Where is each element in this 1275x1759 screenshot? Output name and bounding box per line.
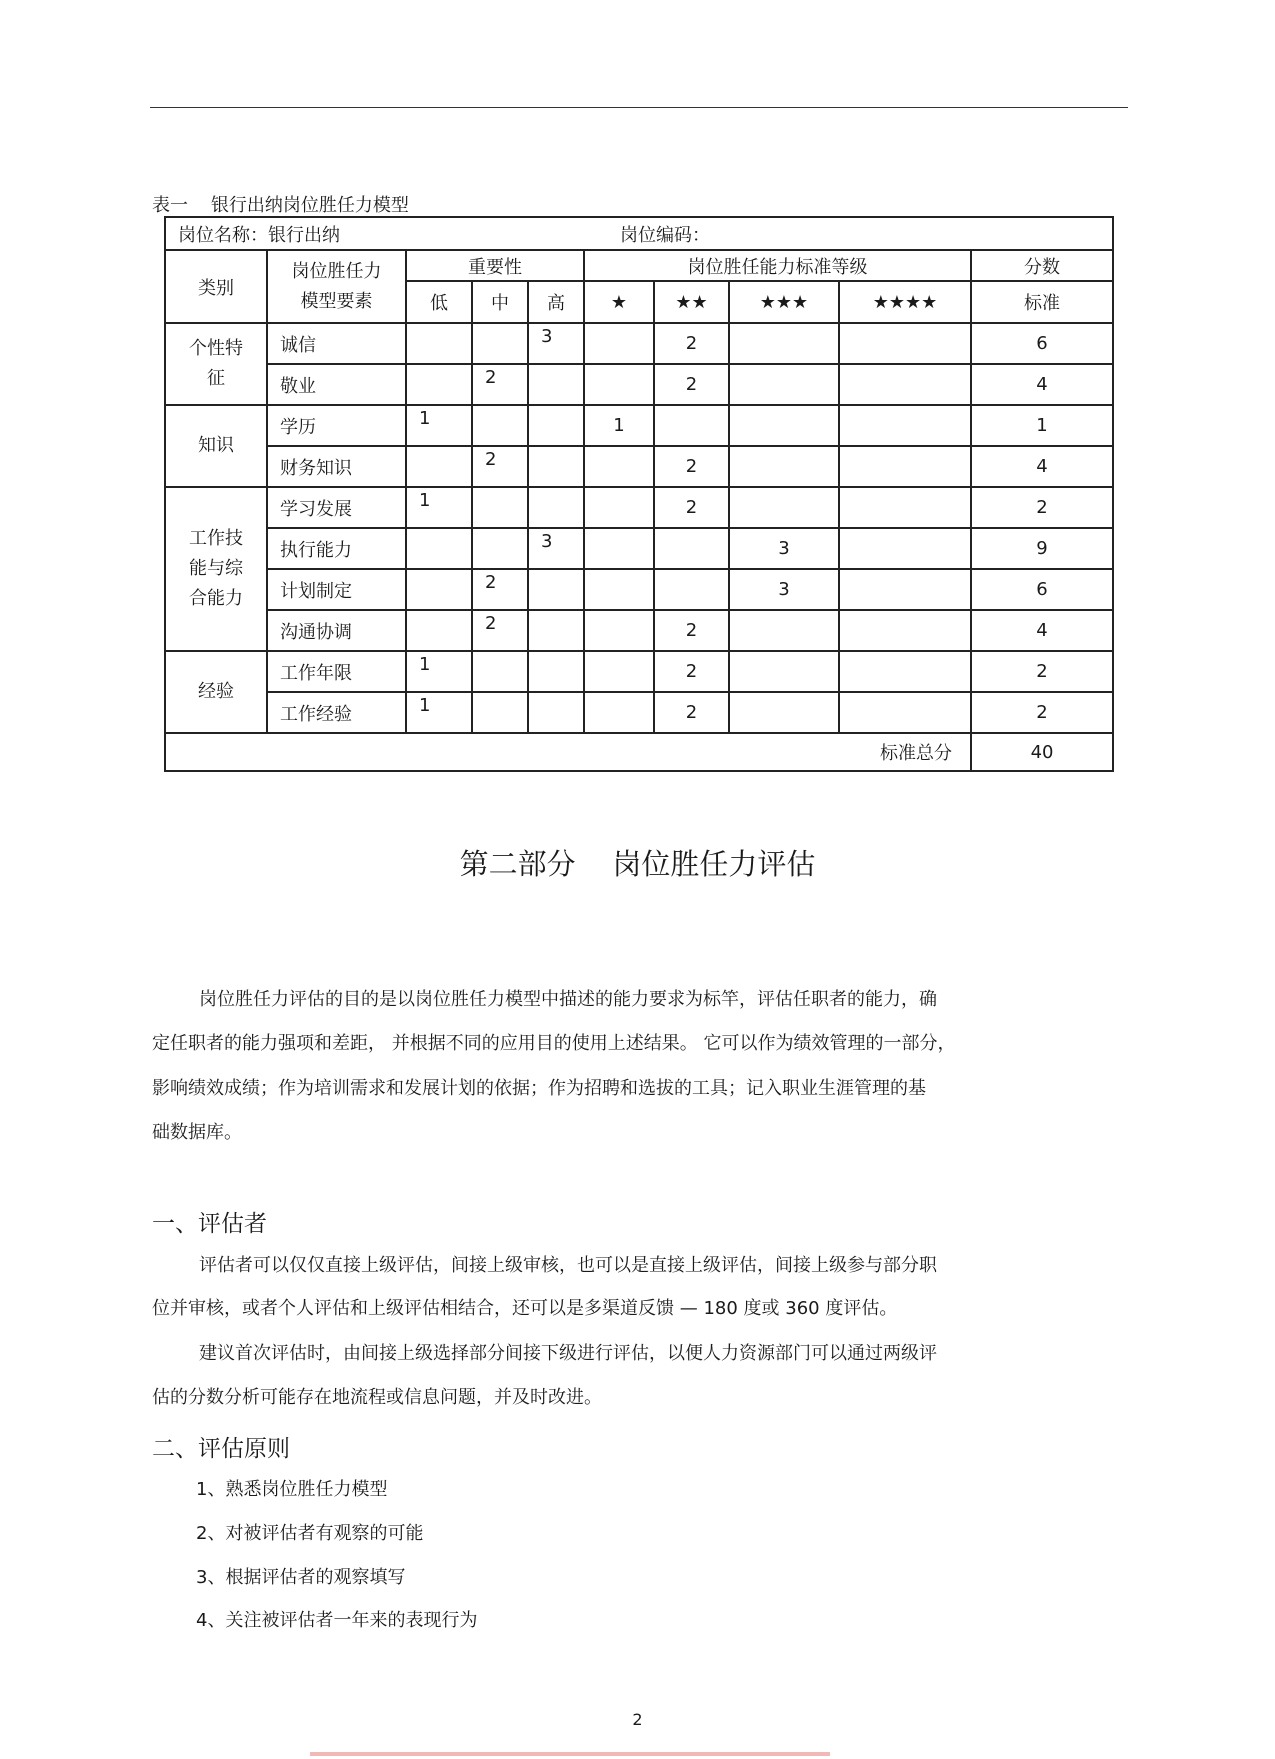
level-s4-cell (839, 610, 971, 651)
level-s3-cell (729, 610, 839, 651)
importance-high-cell (528, 487, 584, 528)
header-score: 分数 (971, 250, 1113, 281)
element-cell: 学历 (267, 405, 406, 446)
level-s3-cell (729, 323, 839, 364)
table-row (165, 610, 1113, 651)
competency-model-table (164, 216, 1114, 772)
level-s2-cell: 2 (654, 487, 729, 528)
importance-mid-cell: 2 (472, 569, 528, 610)
element-cell: 执行能力 (267, 528, 406, 569)
importance-low-cell: 1 (406, 692, 472, 733)
level-s4-cell (839, 405, 971, 446)
level-s4-cell (839, 323, 971, 364)
importance-high-cell: 3 (528, 528, 584, 569)
table-row (165, 405, 1113, 446)
importance-mid-cell (472, 405, 528, 446)
header-imp-mid: 中 (472, 281, 528, 323)
header-star4: ★★★★ (839, 281, 971, 323)
importance-high-cell (528, 364, 584, 405)
element-cell: 诚信 (267, 323, 406, 364)
category-cell: 知识 (165, 405, 267, 487)
table-row (165, 446, 1113, 487)
score-cell: 2 (971, 651, 1113, 692)
header-category: 类别 (165, 250, 267, 323)
importance-mid-cell (472, 323, 528, 364)
importance-low-cell (406, 610, 472, 651)
table-caption: 表一 银行出纳岗位胜任力模型 (152, 195, 409, 216)
position-code: 岗位编码： (620, 224, 710, 246)
score-cell: 2 (971, 692, 1113, 733)
table-row (165, 364, 1113, 405)
level-s1-cell (584, 569, 654, 610)
level-s2-cell: 2 (654, 610, 729, 651)
header-score-std: 标准 (971, 281, 1113, 323)
table-info-row (165, 217, 1113, 250)
score-cell: 4 (971, 364, 1113, 405)
level-s2-cell: 2 (654, 692, 729, 733)
level-s4-cell (839, 364, 971, 405)
table-header-row (165, 250, 1113, 281)
level-s2-cell: 2 (654, 651, 729, 692)
element-cell: 学习发展 (267, 487, 406, 528)
score-cell: 4 (971, 610, 1113, 651)
level-s4-cell (839, 651, 971, 692)
category-cell: 个性特 征 (165, 323, 267, 405)
section1-heading: 一、评估者 (152, 1211, 267, 1237)
section-title: 第二部分 岗位胜任力评估 (459, 847, 816, 881)
importance-low-cell: 1 (406, 487, 472, 528)
page-number: 2 (632, 1710, 643, 1729)
level-s3-cell (729, 446, 839, 487)
level-s1-cell: 1 (584, 405, 654, 446)
level-s3-cell: 3 (729, 569, 839, 610)
total-value: 40 (971, 733, 1113, 771)
sec1-line: 估的分数分析可能存在地流程或信息问题，并及时改进。 (152, 1387, 602, 1408)
importance-mid-cell: 2 (472, 610, 528, 651)
element-cell: 敬业 (267, 364, 406, 405)
score-cell: 4 (971, 446, 1113, 487)
level-s3-cell (729, 692, 839, 733)
total-row (165, 733, 1113, 771)
score-cell: 1 (971, 405, 1113, 446)
level-s3-cell (729, 364, 839, 405)
sec1-line: 建议首次评估时，由间接上级选择部分间接下级进行评估，以便人力资源部门可以通过两级评 (199, 1343, 937, 1364)
importance-low-cell (406, 323, 472, 364)
intro-line: 岗位胜任力评估的目的是以岗位胜任力模型中描述的能力要求为标竿，评估任职者的能力，确 (199, 989, 937, 1010)
score-cell: 6 (971, 323, 1113, 364)
level-s1-cell (584, 487, 654, 528)
importance-mid-cell: 2 (472, 364, 528, 405)
level-s4-cell (839, 487, 971, 528)
level-s1-cell (584, 446, 654, 487)
header-element: 岗位胜任力 模型要素 (267, 250, 406, 323)
intro-line: 影响绩效成绩；作为培训需求和发展计划的依据；作为招聘和选拔的工具；记入职业生涯管理的基 (152, 1078, 926, 1099)
header-level: 岗位胜任能力标准等级 (584, 250, 971, 281)
sec1-line: 评估者可以仅仅直接上级评估，间接上级审核，也可以是直接上级评估，间接上级参与部分职 (199, 1255, 937, 1276)
level-s4-cell (839, 692, 971, 733)
table-row (165, 323, 1113, 364)
importance-mid-cell (472, 651, 528, 692)
importance-low-cell (406, 364, 472, 405)
score-cell: 9 (971, 528, 1113, 569)
importance-low-cell (406, 446, 472, 487)
importance-low-cell: 1 (406, 651, 472, 692)
score-cell: 6 (971, 569, 1113, 610)
table-row (165, 528, 1113, 569)
importance-high-cell (528, 405, 584, 446)
importance-mid-cell (472, 528, 528, 569)
importance-high-cell (528, 446, 584, 487)
category-cell: 经验 (165, 651, 267, 733)
level-s1-cell (584, 692, 654, 733)
sec1-line: 位并审核，或者个人评估和上级评估相结合，还可以是多渠道反馈 — 180 度或 360 度评估。 (152, 1298, 898, 1319)
header-star3: ★★★ (729, 281, 839, 323)
header-imp-low: 低 (406, 281, 472, 323)
importance-high-cell (528, 651, 584, 692)
position-info-cell (165, 217, 1113, 250)
header-star1: ★ (584, 281, 654, 323)
level-s2-cell: 2 (654, 446, 729, 487)
importance-high-cell (528, 569, 584, 610)
level-s3-cell (729, 405, 839, 446)
element-cell: 财务知识 (267, 446, 406, 487)
level-s2-cell: 2 (654, 364, 729, 405)
level-s3-cell (729, 487, 839, 528)
footer-watermark (310, 1752, 830, 1756)
intro-line: 础数据库。 (152, 1122, 242, 1143)
level-s4-cell (839, 528, 971, 569)
principle-item: 1、熟悉岗位胜任力模型 (196, 1479, 388, 1500)
level-s3-cell (729, 651, 839, 692)
table-row (165, 692, 1113, 733)
level-s1-cell (584, 323, 654, 364)
principle-item: 2、对被评估者有观察的可能 (196, 1523, 424, 1544)
level-s1-cell (584, 364, 654, 405)
level-s4-cell (839, 446, 971, 487)
level-s2-cell (654, 405, 729, 446)
level-s4-cell (839, 569, 971, 610)
score-cell: 2 (971, 487, 1113, 528)
table-row (165, 487, 1113, 528)
principle-item: 3、根据评估者的观察填写 (196, 1567, 406, 1588)
importance-low-cell (406, 528, 472, 569)
element-cell: 沟通协调 (267, 610, 406, 651)
importance-high-cell (528, 610, 584, 651)
importance-mid-cell (472, 692, 528, 733)
level-s2-cell (654, 569, 729, 610)
importance-high-cell (528, 692, 584, 733)
importance-high-cell: 3 (528, 323, 584, 364)
header-importance: 重要性 (406, 250, 584, 281)
section2-heading: 二、评估原则 (152, 1436, 290, 1462)
header-rule (150, 107, 1128, 108)
header-star2: ★★ (654, 281, 729, 323)
position-name: 岗位名称：银行出纳 (178, 224, 340, 246)
intro-line: 定任职者的能力强项和差距， 并根据不同的应用目的使用上述结果。 它可以作为绩效管理的一部分， (152, 1033, 956, 1054)
importance-mid-cell: 2 (472, 446, 528, 487)
level-s2-cell: 2 (654, 323, 729, 364)
importance-low-cell (406, 569, 472, 610)
level-s3-cell: 3 (729, 528, 839, 569)
element-cell: 计划制定 (267, 569, 406, 610)
level-s1-cell (584, 528, 654, 569)
element-cell: 工作年限 (267, 651, 406, 692)
table-row (165, 569, 1113, 610)
importance-low-cell: 1 (406, 405, 472, 446)
importance-mid-cell (472, 487, 528, 528)
category-cell: 工作技 能与综 合能力 (165, 487, 267, 651)
level-s2-cell (654, 528, 729, 569)
level-s1-cell (584, 610, 654, 651)
principle-item: 4、关注被评估者一年来的表现行为 (196, 1610, 478, 1631)
total-label: 标准总分 (165, 733, 971, 771)
table-row (165, 651, 1113, 692)
element-cell: 工作经验 (267, 692, 406, 733)
header-imp-high: 高 (528, 281, 584, 323)
level-s1-cell (584, 651, 654, 692)
